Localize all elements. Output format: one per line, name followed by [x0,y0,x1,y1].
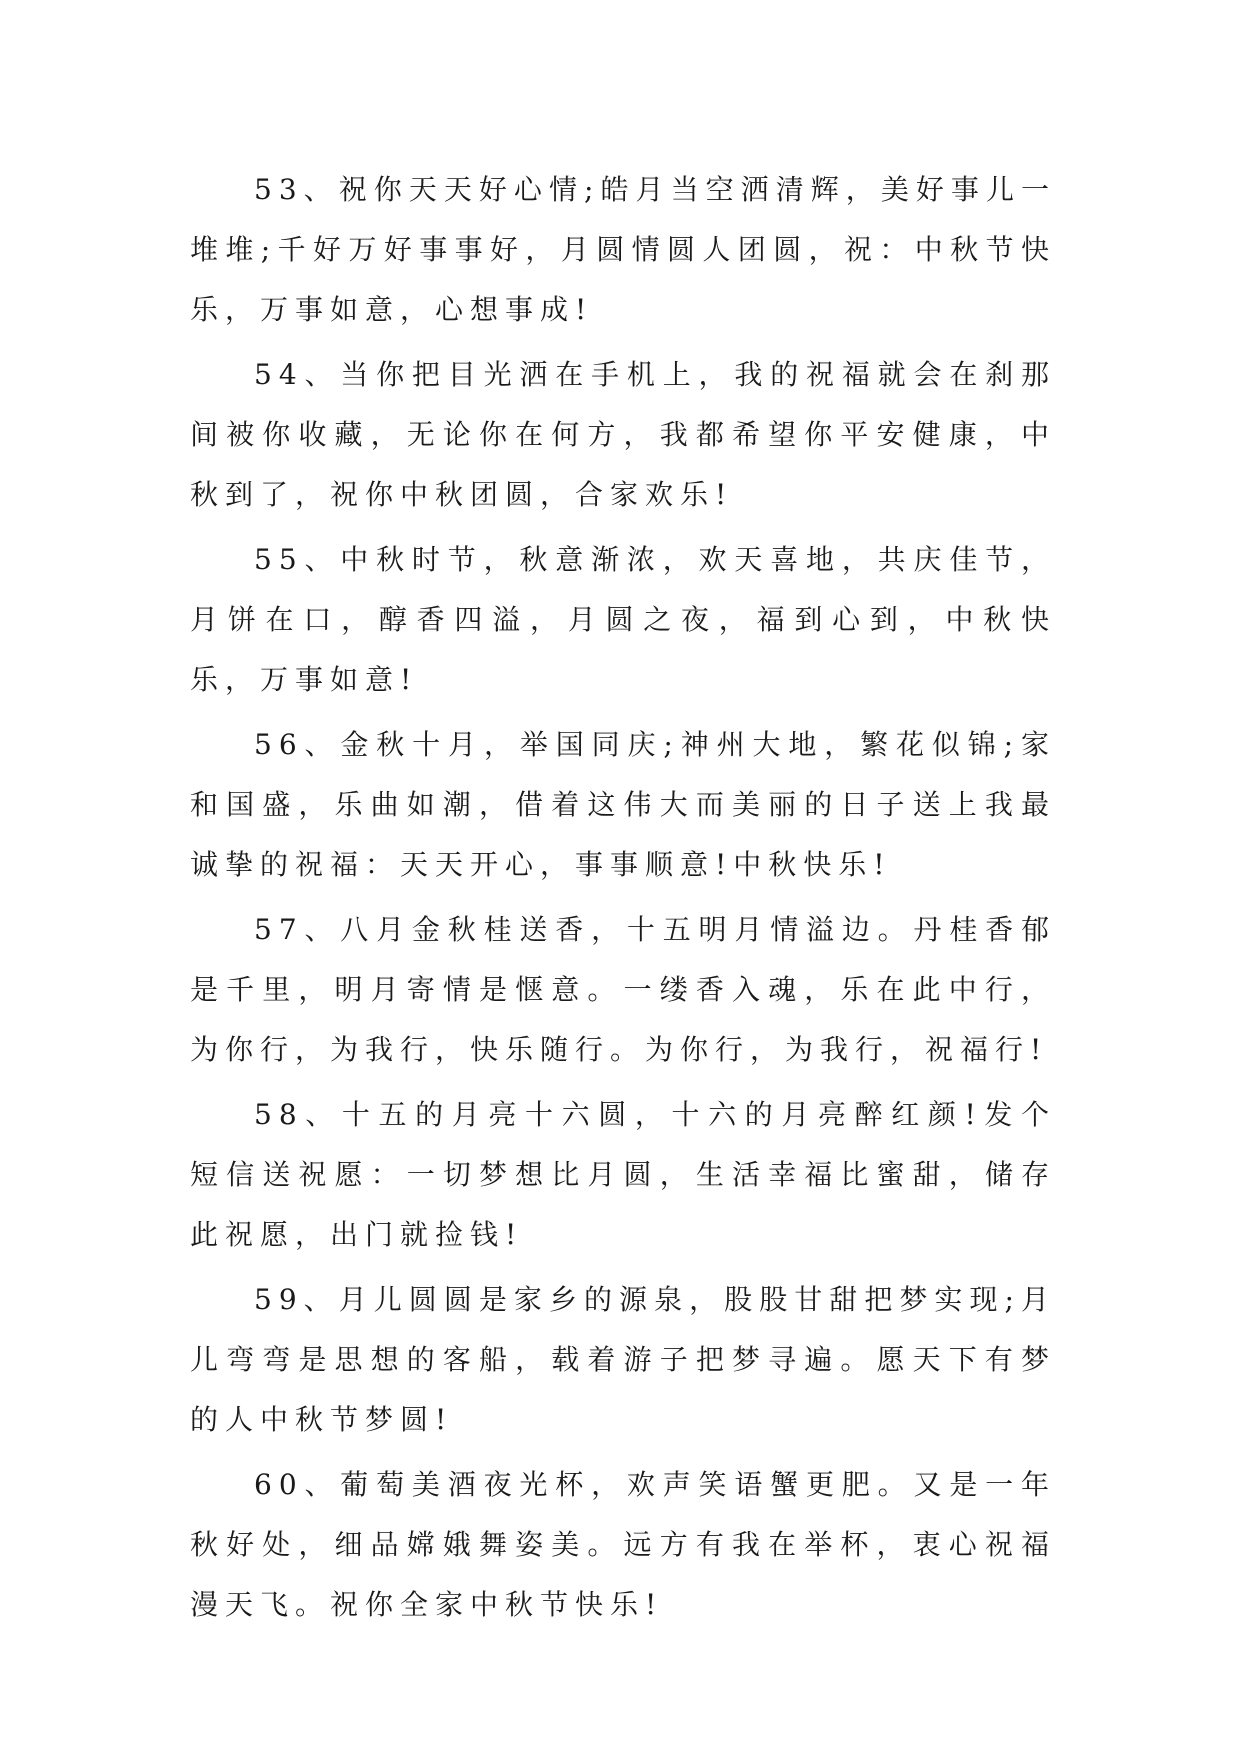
paragraph-55: 55、中秋时节，秋意渐浓，欢天喜地，共庆佳节，月饼在口，醇香四溢，月圆之夜，福到心到，中秋快乐，万事如意! [190,543,1056,696]
paragraph-53: 53、祝你天天好心情;皓月当空洒清辉，美好事儿一堆堆;千好万好事事好，月圆情圆人团圆，祝：中秋节快乐，万事如意，心想事成! [190,173,1056,326]
paragraph-57: 57、八月金秋桂送香，十五明月情溢边。丹桂香郁是千里，明月寄情是惬意。一缕香入魂，乐在此中行，为你行，为我行，快乐随行。为你行，为我行，祝福行! [190,913,1056,1066]
document-body [190,160,1056,1640]
paragraph-54: 54、当你把目光洒在手机上，我的祝福就会在刹那间被你收藏，无论你在何方，我都希望你平安健康，中秋到了，祝你中秋团圆，合家欢乐! [190,358,1056,511]
paragraph-58: 58、十五的月亮十六圆，十六的月亮醉红颜!发个短信送祝愿：一切梦想比月圆，生活幸福比蜜甜，储存此祝愿，出门就捡钱! [190,1098,1056,1251]
paragraph-60: 60、葡萄美酒夜光杯，欢声笑语蟹更肥。又是一年秋好处，细品嫦娥舞姿美。远方有我在举杯，衷心祝福漫天飞。祝你全家中秋节快乐! [190,1468,1056,1621]
paragraph-56: 56、金秋十月，举国同庆;神州大地，繁花似锦;家和国盛，乐曲如潮，借着这伟大而美丽的日子送上我最诚挚的祝福：天天开心，事事顺意!中秋快乐! [190,728,1056,881]
paragraph-59: 59、月儿圆圆是家乡的源泉，股股甘甜把梦实现;月儿弯弯是思想的客船，载着游子把梦寻遍。愿天下有梦的人中秋节梦圆! [190,1283,1056,1436]
